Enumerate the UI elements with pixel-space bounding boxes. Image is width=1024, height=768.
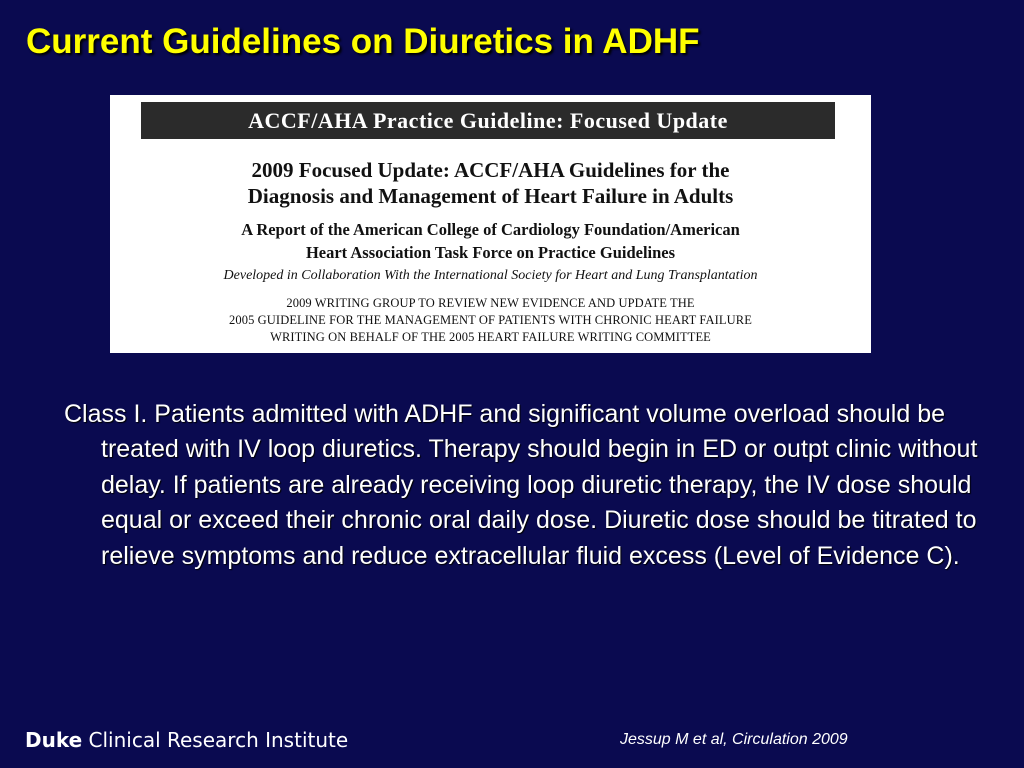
guideline-header-image (110, 95, 871, 353)
guideline-collaboration: Developed in Collaboration With the International Society for Heart and Lung Transplantation (223, 268, 758, 283)
guideline-doc-title-line-1: 2009 Focused Update: ACCF/AHA Guidelines for the (251, 158, 730, 182)
guideline-report-line-1: A Report of the American College of Cardiology Foundation/American (241, 220, 740, 239)
slide-title: Current Guidelines on Diuretics in ADHF (26, 22, 700, 61)
duke-logo-rest: Clinical Research Institute (82, 728, 349, 752)
duke-logo-bold: Duke (25, 728, 83, 752)
guideline-doc-title-line-2: Diagnosis and Management of Heart Failure in Adults (247, 184, 734, 208)
recommendation-text: Class I. Patients admitted with ADHF and significant volume overload should be treated with IV loop diuretics. Therapy should begin in ED or outpt clinic without delay. If patients are already receiving loop diuretic therapy, the IV dose should equal or exceed their chronic oral daily dose. Diuretic dose should be titrated to relieve symptoms and reduce extracellular fluid excess (Level of Evidence C). (64, 400, 978, 570)
guideline-report-line-2: Heart Association Task Force on Practice Guidelines (305, 243, 676, 262)
guideline-writing-group-line-1: 2009 WRITING GROUP TO REVIEW NEW EVIDENCE AND UPDATE THE (286, 296, 695, 310)
guideline-writing-group-line-2: 2005 GUIDELINE FOR THE MANAGEMENT OF PATIENTS WITH CHRONIC HEART FAILURE (229, 313, 752, 327)
guideline-banner: ACCF/AHA Practice Guideline: Focused Update (141, 102, 835, 139)
citation: Jessup M et al, Circulation 2009 (620, 731, 848, 748)
guideline-writing-group-line-3: WRITING ON BEHALF OF THE 2005 HEART FAILURE WRITING COMMITTEE (270, 330, 711, 344)
duke-logo (25, 726, 348, 754)
